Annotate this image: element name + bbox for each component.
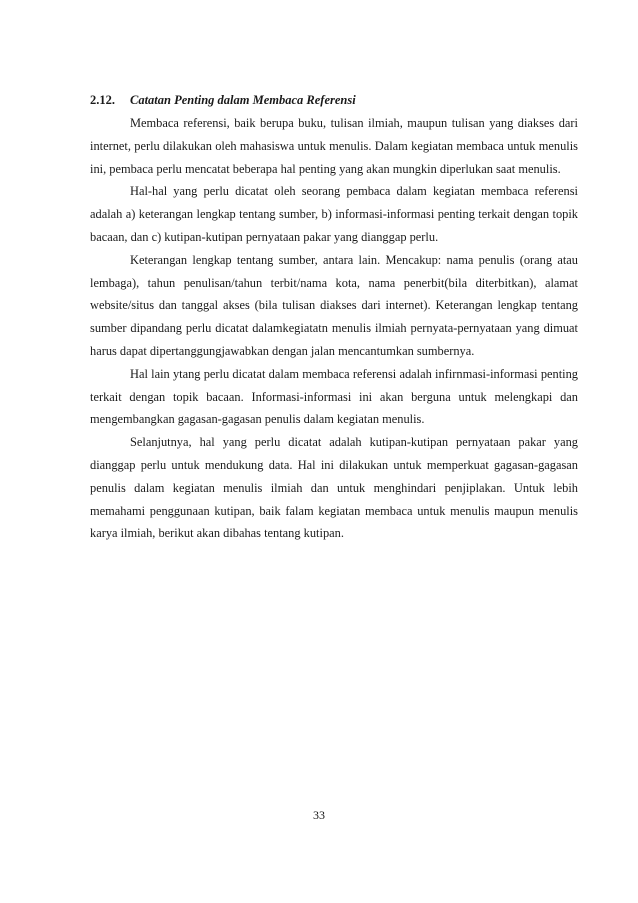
page-number: 33: [313, 808, 325, 822]
paragraph-1: Membaca referensi, baik berupa buku, tulisan ilmiah, maupun tulisan yang diakses dari internet, perlu dilakukan oleh mahasiswa untuk menulis. Dalam kegiatan membaca untuk menulis ini, pembaca perlu mencatat beberapa hal penting yang akan mungkin diperlukan saat menulis.: [90, 116, 578, 176]
section-number: 2.12.: [90, 93, 115, 107]
section-heading: [90, 88, 578, 112]
document-body: [90, 88, 578, 545]
paragraph-2: Hal-hal yang perlu dicatat oleh seorang pembaca dalam kegiatan membaca referensi adalah a) keterangan lengkap tentang sumber, b) informasi-informasi penting terkait dengan topik bacaan, dan c) kutipan-kutipan pernyataan pakar yang dianggap perlu.: [90, 184, 578, 244]
paragraph-5: Selanjutnya, hal yang perlu dicatat adalah kutipan-kutipan pernyataan pakar yang dianggap perlu untuk mendukung data. Hal ini dilakukan untuk memperkuat gagasan-gagasan penulis dalam kegiatan menulis ilmiah dan untuk menghindari penjiplakan. Untuk lebih memahami penggunaan kutipan, baik falam kegiatan membaca untuk menulis maupun menulis karya ilmiah, berikut akan dibahas tentang kutipan.: [90, 435, 578, 541]
paragraph-4: Hal lain ytang perlu dicatat dalam membaca referensi adalah infirnmasi-informasi penting terkait dengan topik bacaan. Informasi-informasi ini akan berguna untuk melengkapi dan mengembangkan gagasan-gagasan penulis dalam kegiatan menulis.: [90, 366, 578, 427]
paragraph-3: Keterangan lengkap tentang sumber, antara lain. Mencakup: nama penulis (orang atau lembaga), tahun penulisan/tahun terbit/nama kota, nama penerbit(bila diterbitkan), alamat website/situs dan tanggal akses (bila tulisan diakses dari internet). Keterangan lengkap tentang sumber dipandang perlu dicatat dalamkegiatatn menulis ilmiah pernyata-pernyataan yang dimuat harus dapat dipertanggungjawabkan dengan jalan mencantumkan sumbernya.: [90, 252, 578, 358]
section-title: Catatan Penting dalam Membaca Referensi: [130, 93, 356, 107]
